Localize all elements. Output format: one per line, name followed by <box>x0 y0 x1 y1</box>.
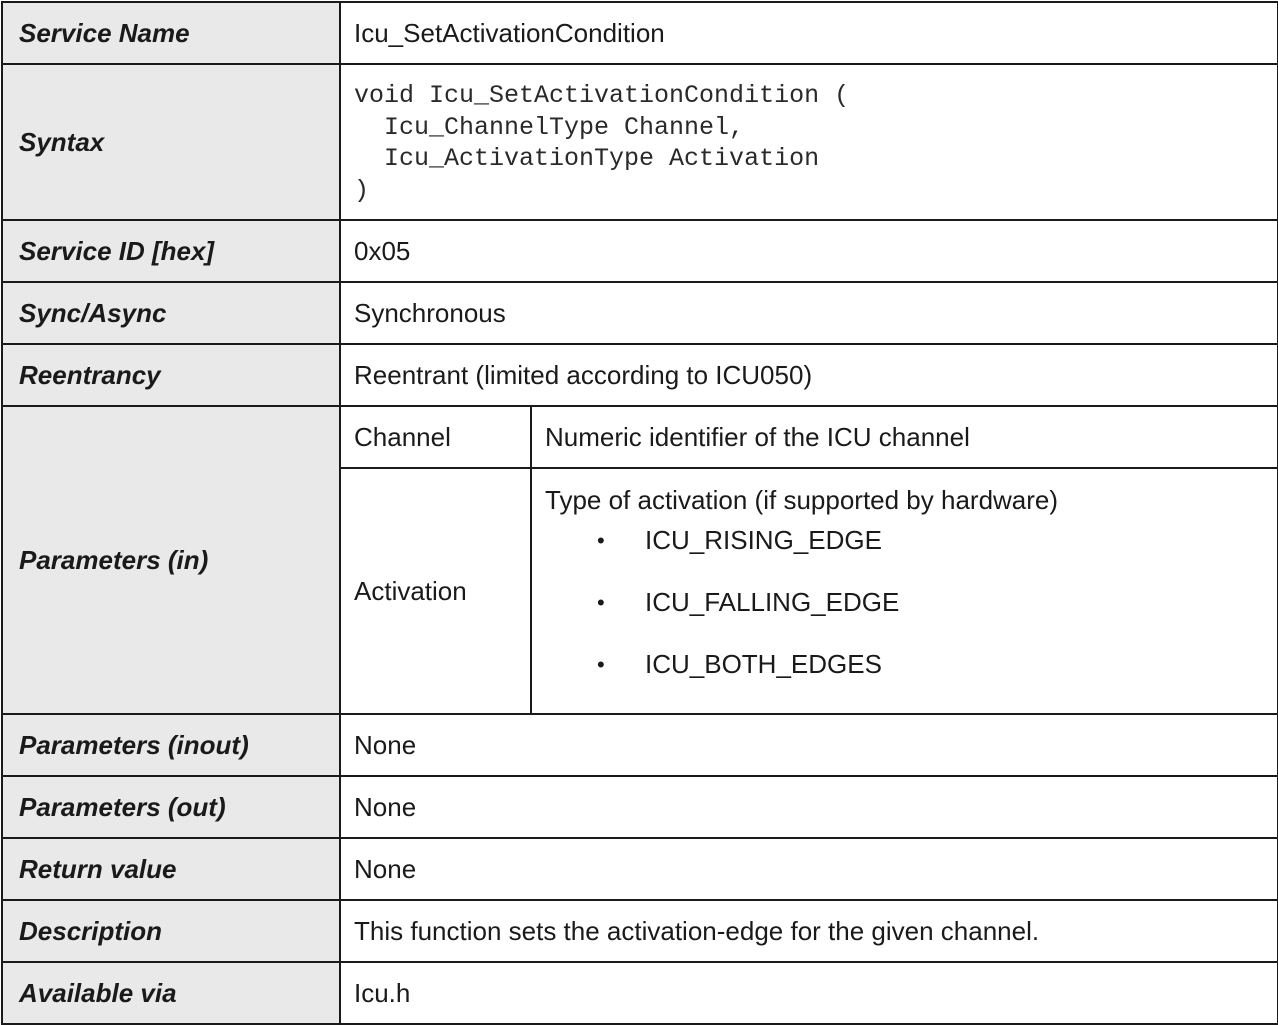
value-parameters-out: None <box>340 776 1278 838</box>
value-parameters-inout: None <box>340 714 1278 776</box>
row-reentrancy <box>2 344 1278 406</box>
activation-description: Type of activation (if supported by hardware) <box>545 485 1059 515</box>
row-service-id <box>2 220 1278 282</box>
value-description: This function sets the activation-edge for the given channel. <box>340 900 1278 962</box>
service-spec-table <box>1 1 1278 1025</box>
label-parameters-in: Parameters (in) <box>2 406 340 714</box>
row-syntax <box>2 64 1278 220</box>
value-reentrancy: Reentrant (limited according to ICU050) <box>340 344 1278 406</box>
bullet-icon: • <box>597 590 605 615</box>
value-available-via: Icu.h <box>340 962 1278 1024</box>
row-parameters-inout <box>2 714 1278 776</box>
param-desc-channel: Numeric identifier of the ICU channel <box>531 406 1278 468</box>
bullet-icon: • <box>597 652 605 677</box>
option-both-edges: ICU_BOTH_EDGES <box>645 649 882 679</box>
label-available-via: Available via <box>2 962 340 1024</box>
label-reentrancy: Reentrancy <box>2 344 340 406</box>
row-parameters-out <box>2 776 1278 838</box>
row-sync-async <box>2 282 1278 344</box>
syntax-line: ) <box>354 175 370 205</box>
label-parameters-inout: Parameters (inout) <box>2 714 340 776</box>
label-syntax: Syntax <box>2 64 340 220</box>
label-parameters-out: Parameters (out) <box>2 776 340 838</box>
value-service-name: Icu_SetActivationCondition <box>340 2 1278 64</box>
option-rising-edge: ICU_RISING_EDGE <box>645 525 882 555</box>
label-return-value: Return value <box>2 838 340 900</box>
row-description <box>2 900 1278 962</box>
option-falling-edge: ICU_FALLING_EDGE <box>645 587 900 617</box>
label-service-name: Service Name <box>2 2 340 64</box>
label-service-id: Service ID [hex] <box>2 220 340 282</box>
list-item <box>545 518 1277 563</box>
param-desc-activation <box>531 468 1278 714</box>
param-name-channel: Channel <box>340 406 531 468</box>
row-available-via <box>2 962 1278 1024</box>
row-parameters-in-channel <box>2 406 1278 468</box>
param-name-activation: Activation <box>340 468 531 714</box>
row-return-value <box>2 838 1278 900</box>
list-item <box>545 580 1277 625</box>
row-service-name <box>2 2 1278 64</box>
value-service-id: 0x05 <box>340 220 1278 282</box>
syntax-code <box>354 66 1277 218</box>
label-sync-async: Sync/Async <box>2 282 340 344</box>
activation-options-list <box>545 518 1277 687</box>
syntax-line: Icu_ChannelType Channel, <box>354 112 745 142</box>
value-syntax <box>340 64 1278 220</box>
value-return-value: None <box>340 838 1278 900</box>
list-item <box>545 642 1277 687</box>
value-sync-async: Synchronous <box>340 282 1278 344</box>
syntax-line: void Icu_SetActivationCondition ( <box>354 81 850 110</box>
label-description: Description <box>2 900 340 962</box>
bullet-icon: • <box>597 528 605 553</box>
syntax-line: Icu_ActivationType Activation <box>354 144 820 173</box>
